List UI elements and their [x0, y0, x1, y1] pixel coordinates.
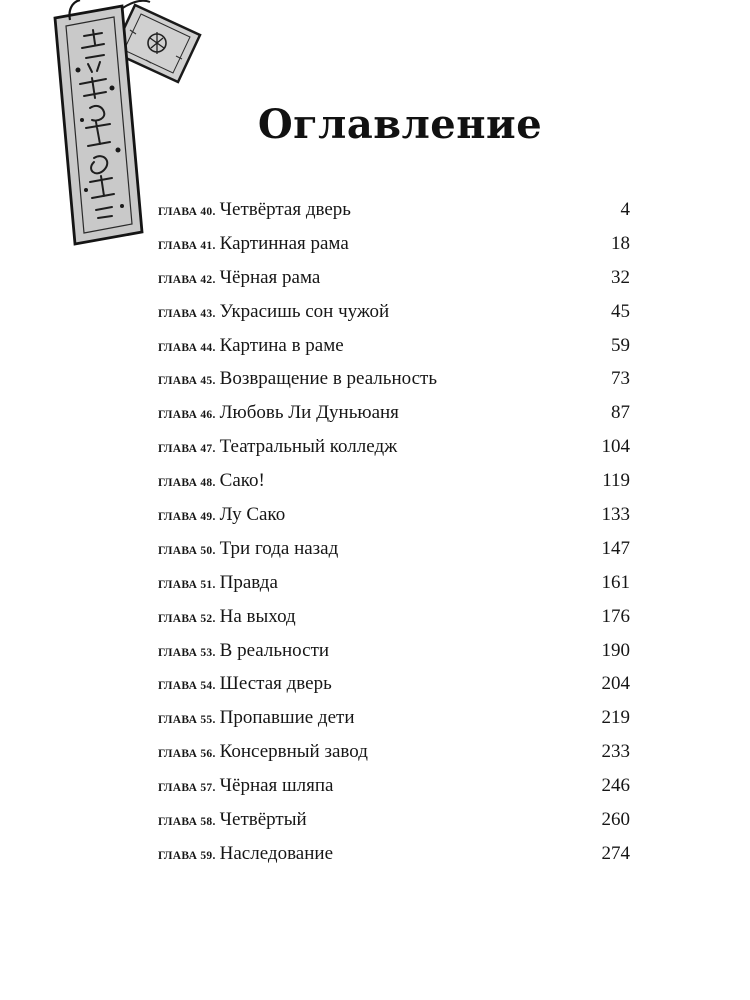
page-number: 133	[601, 504, 630, 526]
chapter-label: ГЛАВА 51.	[158, 578, 216, 591]
toc-entry[interactable]	[158, 735, 630, 769]
toc-entry[interactable]	[158, 498, 630, 532]
page-number: 147	[601, 537, 630, 559]
chapter-label: ГЛАВА 50.	[158, 544, 216, 557]
chapter-label: ГЛАВА 56.	[158, 748, 216, 761]
toc-entry[interactable]	[158, 430, 630, 464]
page-number: 204	[601, 673, 630, 695]
toc-entry[interactable]	[158, 566, 630, 600]
chapter-label: ГЛАВА 46.	[158, 409, 216, 422]
page-number: 73	[611, 368, 630, 390]
toc-entry[interactable]	[158, 769, 630, 803]
page-number: 161	[601, 571, 630, 593]
toc-entry[interactable]	[158, 837, 630, 871]
toc-entry[interactable]	[158, 362, 630, 396]
page-number: 119	[602, 470, 630, 492]
chapter-title: Сако!	[219, 470, 265, 492]
chapter-title: Любовь Ли Дуньюаня	[219, 402, 399, 424]
chapter-label: ГЛАВА 42.	[158, 273, 216, 286]
chapter-label: ГЛАВА 43.	[158, 307, 216, 320]
chapter-label: ГЛАВА 49.	[158, 511, 216, 524]
chapter-label: ГЛАВА 45.	[158, 375, 216, 388]
chapter-title: Театральный колледж	[219, 436, 398, 458]
toc-entry[interactable]	[158, 261, 630, 295]
toc-entry[interactable]	[158, 295, 630, 329]
page-number: 87	[611, 402, 630, 424]
chapter-title: Наследование	[219, 842, 333, 864]
chapter-title: Чёрная рама	[219, 266, 321, 288]
toc-entry[interactable]	[158, 803, 630, 837]
chapter-label: ГЛАВА 52.	[158, 612, 216, 625]
table-of-contents	[158, 193, 630, 871]
chapter-title: На выход	[219, 605, 296, 627]
chapter-title: Украсишь сон чужой	[219, 300, 390, 322]
toc-entry[interactable]	[158, 667, 630, 701]
toc-entry[interactable]	[158, 464, 630, 498]
toc-entry[interactable]	[158, 600, 630, 634]
page-number: 260	[601, 809, 630, 831]
toc-entry[interactable]	[158, 227, 630, 261]
chapter-label: ГЛАВА 40.	[158, 206, 216, 218]
toc-entry[interactable]	[158, 532, 630, 566]
toc-entry[interactable]	[158, 396, 630, 430]
chapter-title: Консервный завод	[219, 741, 368, 763]
page-number: 274	[601, 842, 630, 864]
page-number: 32	[611, 266, 630, 288]
chapter-label: ГЛАВА 55.	[158, 714, 216, 727]
chapter-label: ГЛАВА 54.	[158, 680, 216, 693]
chapter-label: ГЛАВА 59.	[158, 849, 216, 862]
chapter-title: Чёрная шляпа	[219, 775, 334, 797]
toc-entry[interactable]	[158, 193, 630, 227]
page-number: 104	[601, 436, 630, 458]
page-title: Оглавление	[257, 101, 543, 148]
chapter-label: ГЛАВА 41.	[158, 239, 216, 252]
chapter-title: Правда	[219, 571, 278, 593]
toc-entry[interactable]	[158, 634, 630, 668]
chapter-label: ГЛАВА 58.	[158, 816, 216, 829]
chapter-title: Шестая дверь	[219, 673, 332, 695]
chapter-title: Картинная рама	[219, 232, 349, 254]
page-number: 176	[601, 605, 630, 627]
chapter-title: Лу Сако	[219, 504, 286, 526]
chapter-title: Пропавшие дети	[219, 707, 355, 729]
page-number: 190	[601, 639, 630, 661]
page-number: 45	[611, 300, 630, 322]
chapter-title: Картина в раме	[219, 334, 344, 356]
chapter-label: ГЛАВА 47.	[158, 443, 216, 456]
page-number: 59	[611, 334, 630, 356]
toc-entry[interactable]	[158, 329, 630, 363]
page-number: 246	[601, 775, 630, 797]
chapter-label: ГЛАВА 44.	[158, 341, 216, 354]
page-number: 4	[620, 199, 630, 220]
chapter-title: Четвёртая дверь	[219, 199, 351, 220]
chapter-title: Четвёртый	[219, 809, 307, 831]
chapter-title: Три года назад	[219, 537, 339, 559]
chapter-label: ГЛАВА 57.	[158, 782, 216, 795]
chapter-label: ГЛАВА 53.	[158, 646, 216, 659]
page-number: 233	[601, 741, 630, 763]
page-number: 18	[611, 232, 630, 254]
page-number: 219	[601, 707, 630, 729]
chapter-title: Возвращение в реальность	[219, 368, 437, 390]
chapter-title: В реальности	[219, 639, 330, 661]
chapter-label: ГЛАВА 48.	[158, 477, 216, 490]
toc-entry[interactable]	[158, 701, 630, 735]
